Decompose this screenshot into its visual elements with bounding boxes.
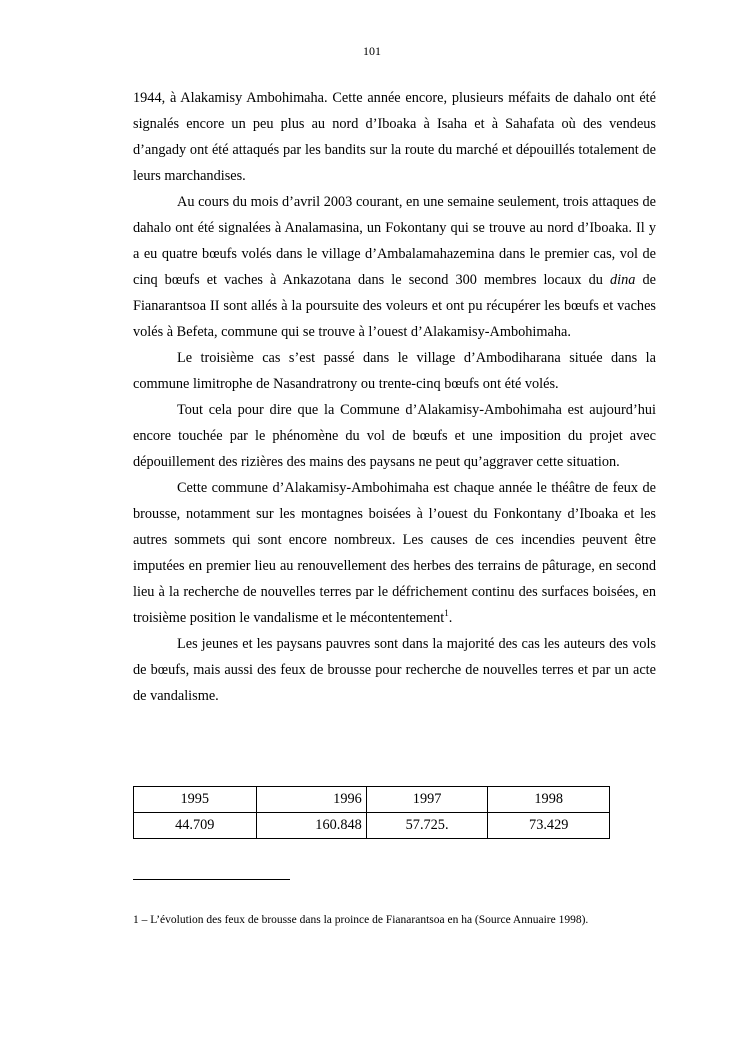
- paragraph-6: Les jeunes et les paysans pauvres sont dans la majorité des cas les auteurs des vols de bœufs, mais aussi des feux de brousse pour recherche de nouvelles terres et par un acte de vandalisme.: [133, 636, 656, 704]
- page-number: 101: [363, 44, 381, 58]
- table-cell-year: 1997: [366, 787, 488, 813]
- table-cell-value: 160.848: [256, 813, 366, 839]
- brush-fire-table: [133, 786, 610, 839]
- paragraph-3: Le troisième cas s’est passé dans le village d’Ambodiharana située dans la commune limitrophe de Nasandratrony ou trente-cinq bœufs ont été volés.: [133, 350, 656, 392]
- table-row-values: [134, 813, 610, 839]
- footnote-reference[interactable]: 1: [444, 608, 449, 619]
- paragraph-2-part-2: de Fianarantsoa II sont allés à la poursuite des voleurs et ont pu récupérer les bœufs et vaches volés à Befeta, commune qui se trouve à l’ouest d’Alakamisy-Ambohimaha.: [133, 272, 656, 340]
- table-cell-year: 1996: [256, 787, 366, 813]
- paragraph-2-part-1: Au cours du mois d’avril 2003 courant, en une semaine seulement, trois attaques de dahalo ont été signalées à Analamasina, un Fokontany qui se trouve au nord d’Iboaka. Il y a eu quatre bœufs volés dans le village d’Ambalamahazemina dans le premier cas, vol de cinq bœufs et vaches à Ankazotana dans le second 300 membres locaux du: [133, 194, 656, 288]
- paragraph-5: [133, 475, 656, 631]
- table-row-years: [134, 787, 610, 813]
- paragraph-1: 1944, à Alakamisy Ambohimaha. Cette année encore, plusieurs méfaits de dahalo ont été signalés encore un peu plus au nord d’Iboaka à Isaha et à Sahafata où des vendeus d’angady ont été attaqués par les bandits sur la route du marché et dépouillés totalement de leurs marchandises.: [133, 90, 656, 184]
- dina-term: dina: [610, 272, 636, 288]
- table-cell-value: 44.709: [134, 813, 257, 839]
- table-cell-year: 1998: [488, 787, 610, 813]
- footnote: 1 – L’évolution des feux de brousse dans la proince de Fianarantsoa en ha (Source Annuaire 1998).: [133, 914, 589, 926]
- table-cell-year: 1995: [134, 787, 257, 813]
- table-cell-value: 57.725.: [366, 813, 488, 839]
- footnote-separator: [133, 879, 290, 880]
- body-text: [133, 85, 656, 709]
- paragraph-5-end: .: [448, 610, 453, 626]
- paragraph-4: Tout cela pour dire que la Commune d’Alakamisy-Ambohimaha est aujourd’hui encore touchée par le phénomène du vol de bœufs et une imposition du projet avec dépouillement des rizières des mains des paysans ne peut qu’aggraver cette situation.: [133, 402, 656, 470]
- paragraph-5-text: Cette commune d’Alakamisy-Ambohimaha est chaque année le théâtre de feux de brousse, notamment sur les montagnes boisées à l’ouest du Fonkontany d’Iboaka et les autres sommets qui sont encore nombreux. Les causes de ces incendies peuvent être imputées en premier lieu au renouvellement des herbes des terrains de pâturage, en second lieu à la recherche de nouvelles terres par le défrichement continu des surfaces boisées, en troisième position le vandalisme et le mécontentement: [133, 480, 656, 626]
- table-cell-value: 73.429: [488, 813, 610, 839]
- paragraph-2: [133, 189, 656, 345]
